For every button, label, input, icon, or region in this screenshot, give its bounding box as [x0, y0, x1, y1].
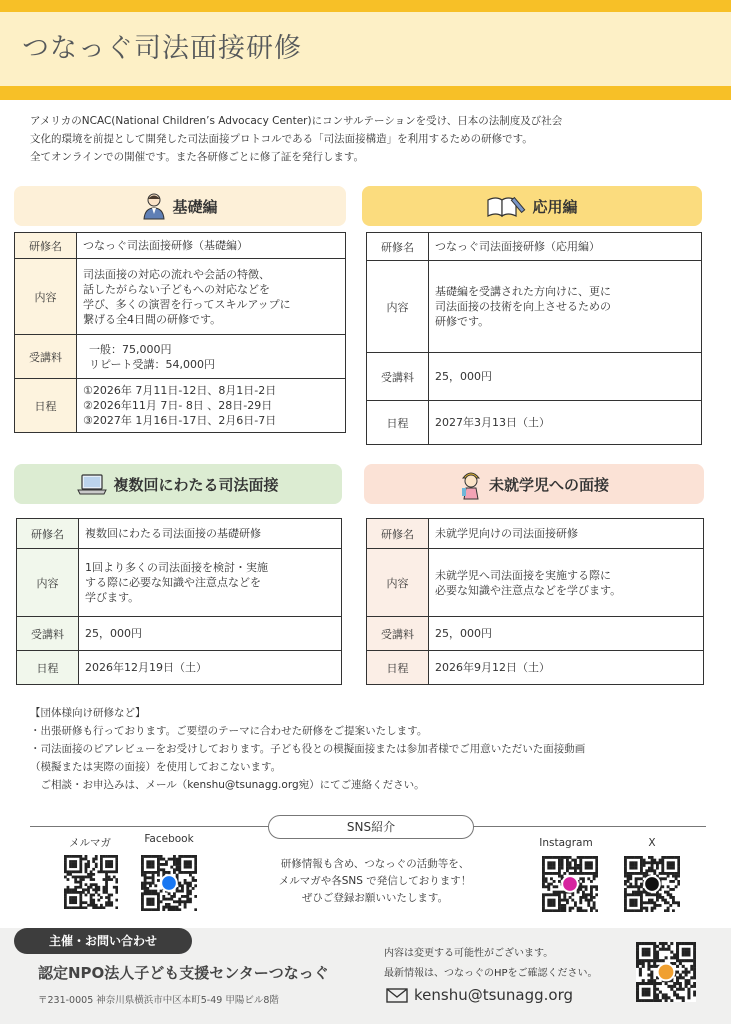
row-label: 日程	[17, 651, 79, 685]
ig-badge-icon	[562, 876, 578, 892]
email-text: kenshu@tsunagg.org	[414, 986, 574, 1004]
table-row	[15, 379, 346, 433]
title-underline-bar	[0, 86, 731, 100]
table-row	[17, 549, 342, 617]
section-heading-oyo	[362, 186, 702, 226]
row-value: つなっぐ司法面接研修（応用編）	[429, 233, 702, 261]
email-link[interactable]	[386, 986, 573, 1004]
row-label: 受講料	[17, 617, 79, 651]
group-line: 【団体様向け研修など】	[30, 707, 146, 719]
group-line: （模擬または実際の面接）を使用しておこないます。	[30, 761, 282, 773]
sns-title: SNS紹介	[268, 815, 474, 839]
x-qr-code[interactable]	[624, 856, 680, 912]
table-row	[15, 233, 346, 259]
row-value: 複数回にわたる司法面接の基礎研修	[79, 519, 342, 549]
table-row	[367, 401, 702, 445]
table-row	[367, 261, 702, 353]
row-value: 2026年12月19日（土）	[79, 651, 342, 685]
fukusu-table	[16, 518, 342, 685]
row-label: 内容	[17, 549, 79, 617]
intro-text	[30, 112, 710, 166]
table-row	[367, 549, 704, 617]
kiso-table	[14, 232, 346, 433]
fb-badge-icon	[161, 875, 177, 891]
row-value: 25，000円	[429, 617, 704, 651]
section-heading-label: 基礎編	[172, 197, 218, 216]
website-qr-code[interactable]	[636, 942, 696, 1002]
row-value: 未就学児向けの司法面接研修	[429, 519, 704, 549]
row-value: 25，000円	[79, 617, 342, 651]
row-value: つなっぐ司法面接研修（基礎編）	[77, 233, 346, 259]
row-label: 内容	[367, 261, 429, 353]
child-icon	[459, 468, 483, 500]
row-value: ①2026年 7月11日-12日、8月1日-2日 ②2026年11月 7日- 8日 、28日-29日 ③2027年 1月16日-17日、2月6日-7日	[77, 379, 346, 433]
row-value: 未就学児へ司法面接を実施する際に 必要な知識や注意点などを学びます。	[429, 549, 704, 617]
sns-description	[230, 856, 520, 907]
row-label: 研修名	[17, 519, 79, 549]
facebook-label: Facebook	[144, 833, 194, 845]
row-label: 研修名	[15, 233, 77, 259]
x-badge-icon	[644, 876, 660, 892]
facebook-qr-code[interactable]	[141, 855, 197, 911]
row-label: 受講料	[15, 335, 77, 379]
table-row	[367, 353, 702, 401]
section-heading-label: 未就学児への面接	[488, 475, 609, 494]
web-badge-icon	[658, 964, 675, 981]
group-line: ご相談・お申込みは、メール（kenshu@tsunagg.org宛）にてご連絡ください。	[30, 779, 425, 791]
row-value: 一般：75,000円 リピート受講：54,000円	[77, 335, 346, 379]
row-label: 研修名	[367, 233, 429, 261]
table-row	[367, 651, 704, 685]
teacher-icon	[142, 192, 166, 220]
sns-line: メルマガや各SNS で発信しております！	[278, 875, 472, 887]
row-label: 日程	[15, 379, 77, 433]
page-title: つなっぐ司法面接研修	[22, 33, 302, 64]
instagram-qr-code[interactable]	[542, 856, 598, 912]
section-heading-label: 複数回にわたる司法面接	[113, 475, 279, 494]
table-row	[15, 259, 346, 335]
row-value: 基礎編を受講された方向けに、更に 司法面接の技術を向上させるための 研修です。	[429, 261, 702, 353]
intro-line: アメリカのNCAC(National Children’s Advocacy Center)にコンサルテーションを受け、日本の法制度及び社会	[30, 115, 563, 127]
row-value: 2026年9月12日（土）	[429, 651, 704, 685]
instagram-label: Instagram	[539, 837, 593, 849]
section-heading-label: 応用編	[532, 197, 578, 216]
mailmag-label: メルマガ	[69, 837, 111, 849]
group-line: ・司法面接のピアレビューをお受けしております。子ども役との模擬面接または参加者様でご用意いただいた面接動画	[30, 743, 586, 755]
top-accent-bar	[0, 0, 731, 12]
book-pencil-icon	[486, 194, 526, 218]
oyo-table	[366, 232, 702, 445]
mishugaku-table	[366, 518, 704, 685]
intro-line: 文化的環境を前提として開発した司法面接プロトコルである「司法面接構造」を利用するための研修です。	[30, 133, 533, 145]
row-label: 日程	[367, 651, 429, 685]
organization-name: 認定NPO法人子ども支援センターつなっぐ	[38, 964, 329, 982]
row-label: 内容	[15, 259, 77, 335]
intro-line: 全てオンラインでの開催です。また各研修ごとに修了証を発行します。	[30, 151, 365, 163]
address: 〒231-0005 神奈川県横浜市中区本町5-49 甲陽ビル8階	[38, 995, 279, 1006]
laptop-icon	[77, 473, 107, 495]
x-label: X	[648, 837, 656, 849]
row-value: 25，000円	[429, 353, 702, 401]
table-row	[367, 519, 704, 549]
row-value: 司法面接の対応の流れや会話の特徴、 話したがらない子どもへの対応などを 学び、多くの演習を行ってスキルアップに 繋げる全4日間の研修です。	[77, 259, 346, 335]
table-row	[367, 233, 702, 261]
table-row	[367, 617, 704, 651]
mailmag-qr-code[interactable]	[64, 855, 118, 909]
row-label: 内容	[367, 549, 429, 617]
group-line: ・出張研修も行っております。ご要望のテーマに合わせた研修をご提案いたします。	[30, 725, 428, 737]
table-row	[17, 651, 342, 685]
sns-line: 研修情報も含め、つなっぐの活動等を、	[280, 858, 470, 870]
row-label: 日程	[367, 401, 429, 445]
section-heading-mishugaku	[364, 464, 704, 504]
footer-notes	[384, 944, 598, 984]
row-label: 受講料	[367, 617, 429, 651]
row-label: 研修名	[367, 519, 429, 549]
table-row	[17, 519, 342, 549]
organizer-pill: 主催・お問い合わせ	[14, 928, 192, 954]
group-training-text	[30, 704, 585, 794]
sns-line: ぜひご登録お願いいたします。	[301, 892, 449, 904]
footer-note: 内容は変更する可能性がございます。	[384, 948, 554, 959]
mail-icon	[386, 988, 408, 1003]
row-value: 2027年3月13日（土）	[429, 401, 702, 445]
table-row	[17, 617, 342, 651]
section-heading-kiso	[14, 186, 346, 226]
section-heading-fukusu	[14, 464, 342, 504]
footer-note: 最新情報は、つなっぐのHPをご確認ください。	[384, 968, 598, 979]
row-value: 1回より多くの司法面接を検討・実施 する際に必要な知識や注意点などを 学びます。	[79, 549, 342, 617]
row-label: 受講料	[367, 353, 429, 401]
table-row	[15, 335, 346, 379]
